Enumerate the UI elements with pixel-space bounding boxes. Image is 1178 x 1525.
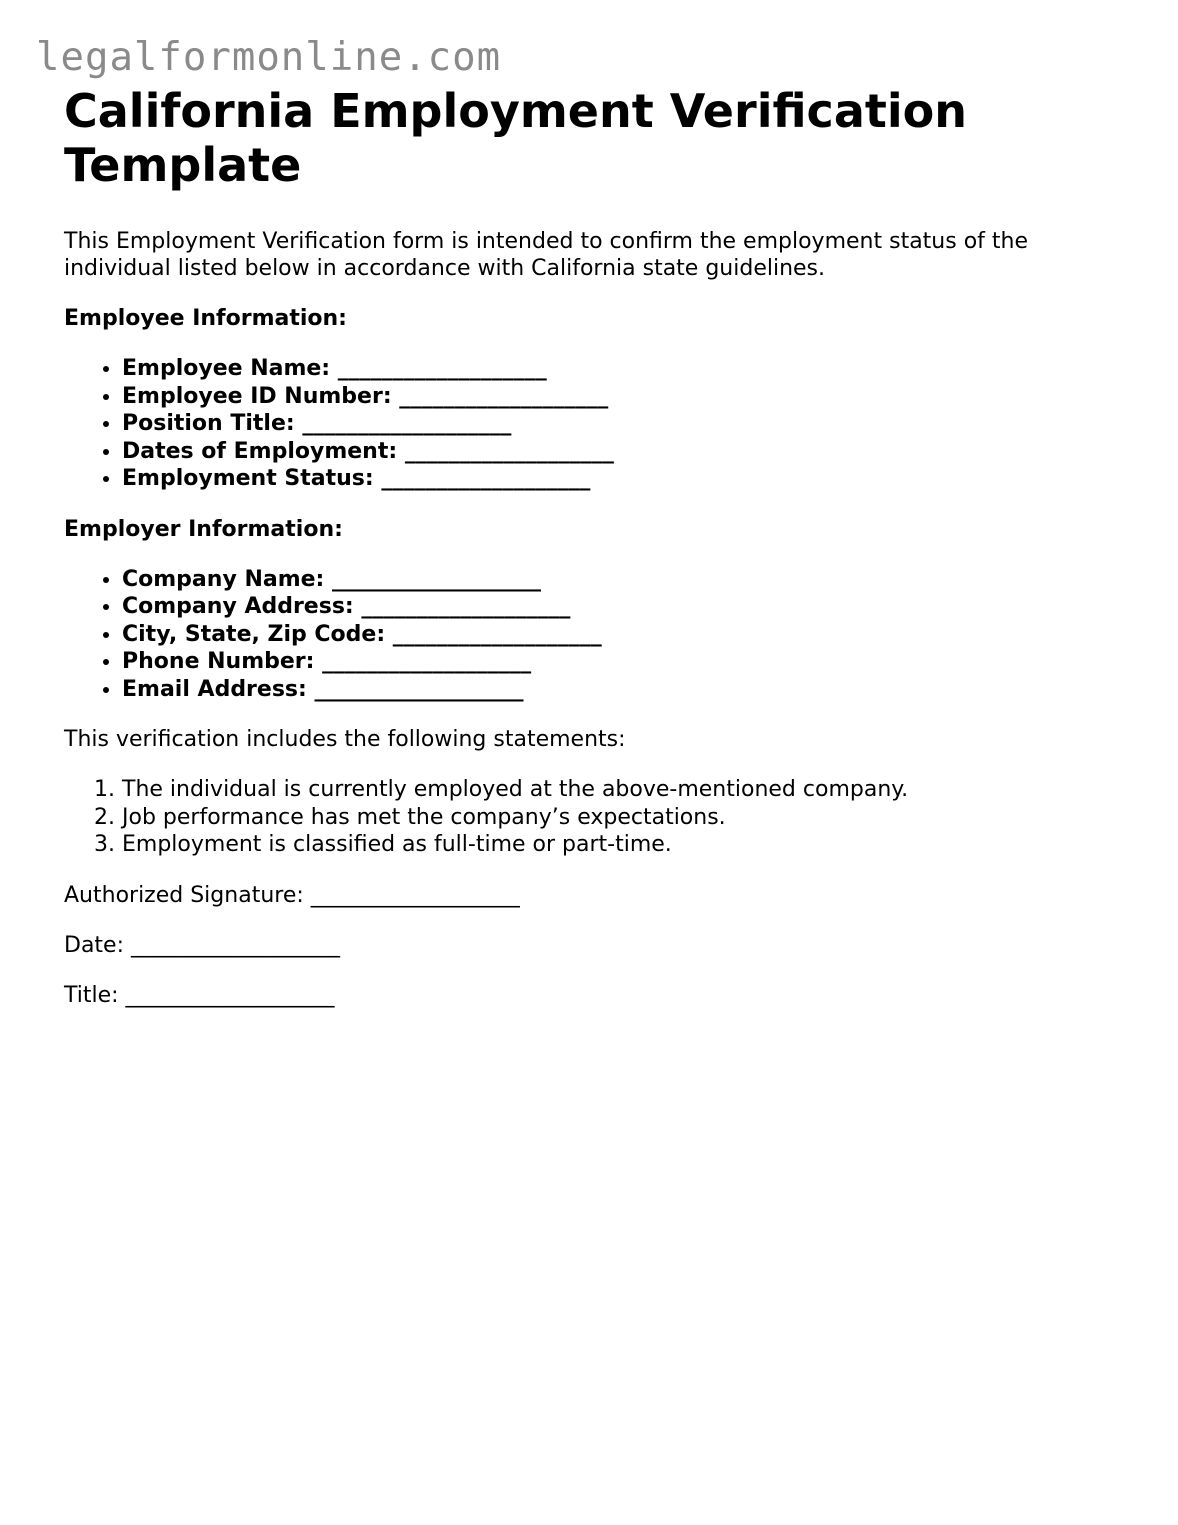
employee-name-field: • Employee Name: ___________________ [122, 355, 1124, 383]
employer-info-list [64, 566, 1124, 704]
statement-item: 1. The individual is currently employed at the above-mentioned company. [122, 776, 1124, 804]
employer-info-heading: Employer Information: [64, 516, 343, 542]
statement-item: 2. Job performance has met the company’s expectations. [122, 804, 1124, 832]
date-line: Date: ___________________ [64, 932, 340, 958]
dates-of-employment-field: • Dates of Employment: ___________________ [122, 438, 1124, 466]
document-title: California Employment Verification Template [64, 84, 967, 192]
position-title-field: • Position Title: ___________________ [122, 410, 1124, 438]
employee-id-field: • Employee ID Number: ___________________ [122, 383, 1124, 411]
phone-number-field: • Phone Number: ___________________ [122, 648, 1124, 676]
city-state-zip-field: • City, State, Zip Code: ___________________ [122, 621, 1124, 649]
employment-status-field: • Employment Status: ___________________ [122, 465, 1124, 493]
document [64, 84, 1124, 1032]
title-line: Title: ___________________ [64, 982, 335, 1008]
employee-info-heading: Employee Information: [64, 306, 347, 331]
company-name-field: • Company Name: ___________________ [122, 566, 1124, 594]
statement-item: 3. Employment is classified as full-time or part-time. [122, 831, 1124, 859]
intro-paragraph: This Employment Verification form is intended to confirm the employment status of the individual listed below in accordance with California state guidelines. [64, 229, 1029, 281]
watermark: legalformonline.com [36, 35, 502, 80]
statements-intro: This verification includes the following statements: [64, 727, 626, 752]
company-address-field: • Company Address: ___________________ [122, 593, 1124, 621]
employee-info-list [64, 355, 1124, 493]
statements-list [64, 776, 1124, 859]
email-address-field: • Email Address: ___________________ [122, 676, 1124, 704]
authorized-signature-line: Authorized Signature: ___________________ [64, 882, 520, 908]
